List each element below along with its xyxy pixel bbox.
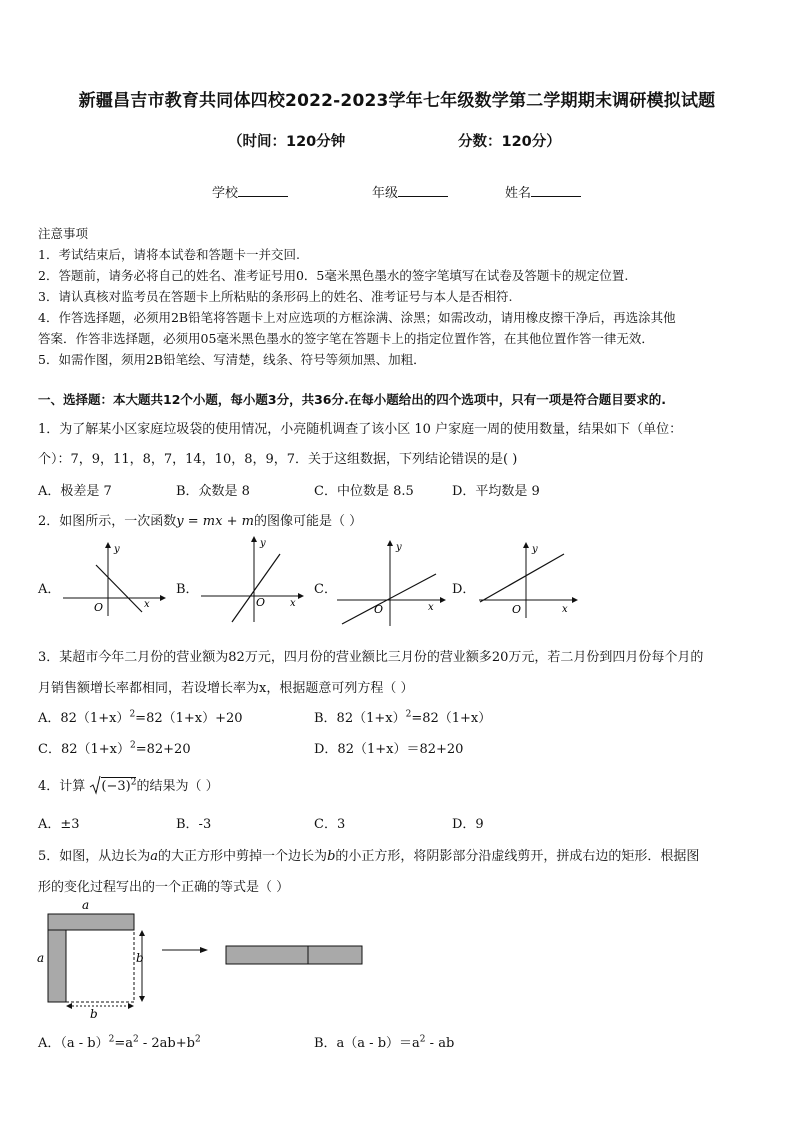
fig-label-a: a xyxy=(82,898,90,912)
q5-option-b[interactable]: B．$a(a - b)=a^2$ - ab xyxy=(314,1034,455,1051)
axis-y-label: y xyxy=(532,544,538,555)
axis-x-label: x xyxy=(428,602,434,613)
q3-option-c[interactable]: C．$82(1+x)^2=82+20$ xyxy=(38,740,191,757)
origin-label: O xyxy=(256,596,266,609)
q2-option-d[interactable]: D． xyxy=(452,582,476,597)
axis-x-label: x xyxy=(290,598,296,609)
q2-graph-c xyxy=(332,538,450,630)
total-score: 分数：120分） xyxy=(458,134,561,150)
axis-x-label: x xyxy=(562,604,568,615)
q2-text: 2．如图所示，一次函数y = mx + m的图像可能是（ ） xyxy=(38,514,363,529)
q5-figure xyxy=(34,896,374,1020)
notice-item: 1．考试结束后，请将本试卷和答题卡一并交回. xyxy=(38,247,300,262)
q4-option-a[interactable]: A．±3 xyxy=(38,817,80,832)
school-blank[interactable] xyxy=(238,184,288,197)
q1-option-c[interactable]: C．中位数是 8.5 xyxy=(314,484,414,499)
q5-text-line2: 形的变化过程写出的一个正确的等式是（ ） xyxy=(38,880,290,895)
notice-item: 2．答题前，请务必将自己的姓名、准考证号用0．5毫米黑色墨水的签字笔填写在试卷及答题卡的规定位置. xyxy=(38,268,629,283)
origin-label: O xyxy=(512,603,522,616)
q5-option-a[interactable]: A．$(a - b)^2=a^2 - 2ab+b^2$ xyxy=(38,1034,201,1051)
q2-graph-a xyxy=(58,540,168,620)
notice-item: 3．请认真核对监考员在答题卡上所粘贴的条形码上的姓名、准考证号与本人是否相符. xyxy=(38,289,513,304)
q1-text-line2: 个）：7，9，11，8，7，14，10，8，9，7．关于这组数据，下列结论错误的是( ) xyxy=(38,452,518,467)
q2-graph-b xyxy=(196,534,306,626)
notice-item: 5．如需作图，须用2B铅笔绘、写清楚，线条、符号等须加黑、加粗． xyxy=(38,352,426,367)
q5-text-line1: 5．如图，从边长为a的大正方形中剪掉一个边长为b的小正方形，将阴影部分沿虚线剪开，拼成右边的矩形．根据图 xyxy=(38,849,700,864)
q3-option-a[interactable]: A．$82(1+x)^2=82(1+x)+20$ xyxy=(38,709,243,726)
q2-option-a[interactable]: A． xyxy=(38,582,61,597)
q1-option-a[interactable]: A．极差是 7 xyxy=(38,484,112,499)
notice-item: 4．作答选择题，必须用2B铅笔将答题卡上对应选项的方框涂满、涂黑；如需改动，请用橡皮擦干净后，再选涂其他 xyxy=(38,310,676,325)
q2-formula: y = mx + m xyxy=(176,514,254,529)
origin-label: O xyxy=(94,601,104,614)
q2-option-b[interactable]: B． xyxy=(176,582,199,597)
grade-field: 年级 xyxy=(372,182,448,201)
sqrt-expression: $(-3)^2$ xyxy=(91,778,136,794)
page-title: 新疆昌吉市教育共同体四校2022-2023学年七年级数学第二学期期末调研模拟试题 xyxy=(78,91,716,111)
time-limit: （时间：120分钟 xyxy=(228,134,346,150)
sqrt-sign-icon xyxy=(89,775,101,795)
q2-option-c[interactable]: C． xyxy=(314,582,337,597)
origin-label: O xyxy=(374,603,384,616)
notice-item: 答案．作答非选择题，必须用05毫米黑色墨水的签字笔在答题卡上的指定位置作答，在其他位置作答一律无效． xyxy=(38,331,654,346)
q3-option-d[interactable]: D．82（1+x）＝82+20 xyxy=(314,742,464,757)
q4-option-b[interactable]: B．-3 xyxy=(176,817,212,832)
name-field: 姓名 xyxy=(505,182,581,201)
q3-option-b[interactable]: B．$82(1+x)^2=82(1+x)$ xyxy=(314,709,492,726)
axis-y-label: y xyxy=(260,538,266,549)
notice-heading: 注意事项 xyxy=(38,226,89,241)
grade-blank[interactable] xyxy=(398,184,448,197)
q2-graph-d xyxy=(474,540,584,620)
q3-text-line2: 月销售额增长率都相同，若设增长率为x，根据题意可列方程（ ） xyxy=(38,681,414,696)
q1-text-line1: 1．为了解某小区家庭垃圾袋的使用情况，小亮随机调查了该小区 10 户家庭一周的使用数量，结果如下（单位： xyxy=(38,422,683,437)
axis-y-label: y xyxy=(114,544,120,555)
q1-option-b[interactable]: B．众数是 8 xyxy=(176,484,250,499)
q3-text-line1: 3．某超市今年二月份的营业额为82万元，四月份的营业额比三月份的营业额多20万元，若二月份到四月份每个月的 xyxy=(38,650,704,665)
name-blank[interactable] xyxy=(531,184,581,197)
axis-y-label: y xyxy=(396,542,402,553)
q4-text: 4．计算 $(-3)^2$的结果为（ ） xyxy=(38,775,219,794)
fig-label-b: b xyxy=(90,1007,98,1020)
school-field: 学校 xyxy=(212,182,288,201)
q1-option-d[interactable]: D．平均数是 9 xyxy=(452,484,540,499)
q4-option-d[interactable]: D．9 xyxy=(452,817,484,832)
fig-label-b: b xyxy=(136,951,144,965)
section-heading: 一、选择题：本大题共12个小题，每小题3分，共36分.在每小题给出的四个选项中，只有一项是符合题目要求的. xyxy=(38,392,666,407)
axis-x-label: x xyxy=(144,599,150,610)
q4-option-c[interactable]: C．3 xyxy=(314,817,346,832)
fig-label-a: a xyxy=(37,951,45,965)
